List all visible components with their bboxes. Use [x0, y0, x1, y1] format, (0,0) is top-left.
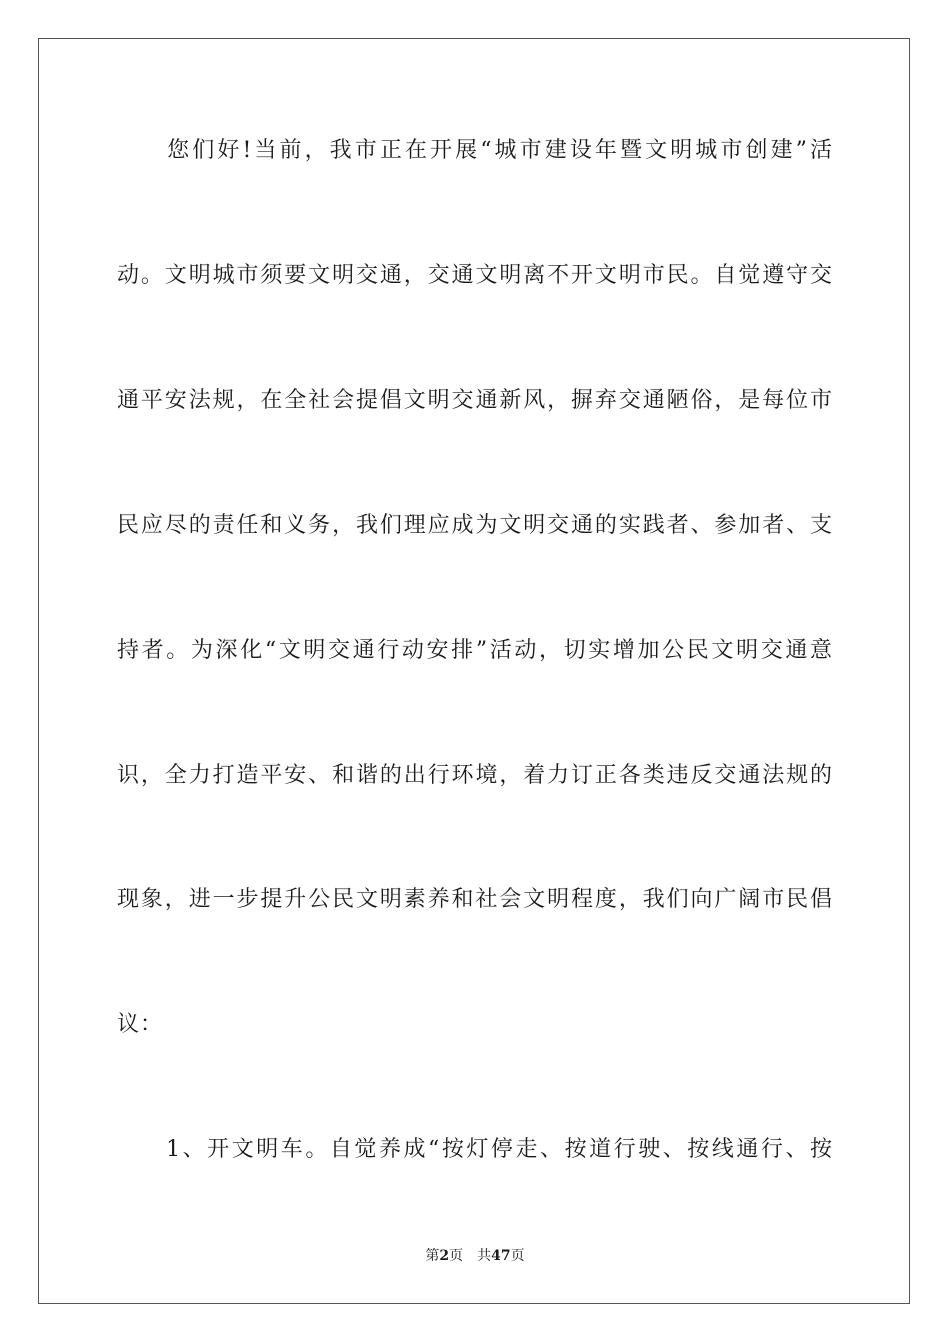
paragraph-line: 1、开文明车。自觉养成“按灯停走、按道行驶、按线通行、按: [117, 1137, 833, 1162]
paragraph-line: 您们好!当前，我市正在开展“城市建设年暨文明城市创建”活: [117, 138, 833, 163]
page-footer: [0, 1247, 950, 1265]
paragraph-line: 现象，进一步提升公民文明素养和社会文明程度，我们向广阔市民倡: [117, 887, 833, 912]
page-border: [38, 38, 910, 1304]
paragraph-line: 识，全力打造平安、和谐的出行环境，着力订正各类违反交通法规的: [117, 763, 833, 788]
paragraph-line: 通平安法规，在全社会提倡文明交通新风，摒弃交通陋俗，是每位市: [117, 388, 833, 413]
current-page-number: 2: [439, 1248, 450, 1264]
page-suffix: 页: [449, 1248, 464, 1264]
total-pages-number: 47: [491, 1248, 511, 1264]
paragraph-line: 民应尽的责任和义务，我们理应成为文明交通的实践者、参加者、支: [117, 513, 833, 538]
page-prefix: 第: [425, 1248, 440, 1264]
paragraph-line: 动。文明城市须要文明交通，交通文明离不开文明市民。自觉遵守交: [117, 263, 833, 288]
total-suffix: 页: [510, 1248, 525, 1264]
paragraph-line: 持者。为深化“文明交通行动安排”活动，切实增加公民文明交通意: [117, 638, 833, 663]
total-prefix: 共: [477, 1248, 492, 1264]
paragraph-line: 议：: [117, 1012, 164, 1037]
